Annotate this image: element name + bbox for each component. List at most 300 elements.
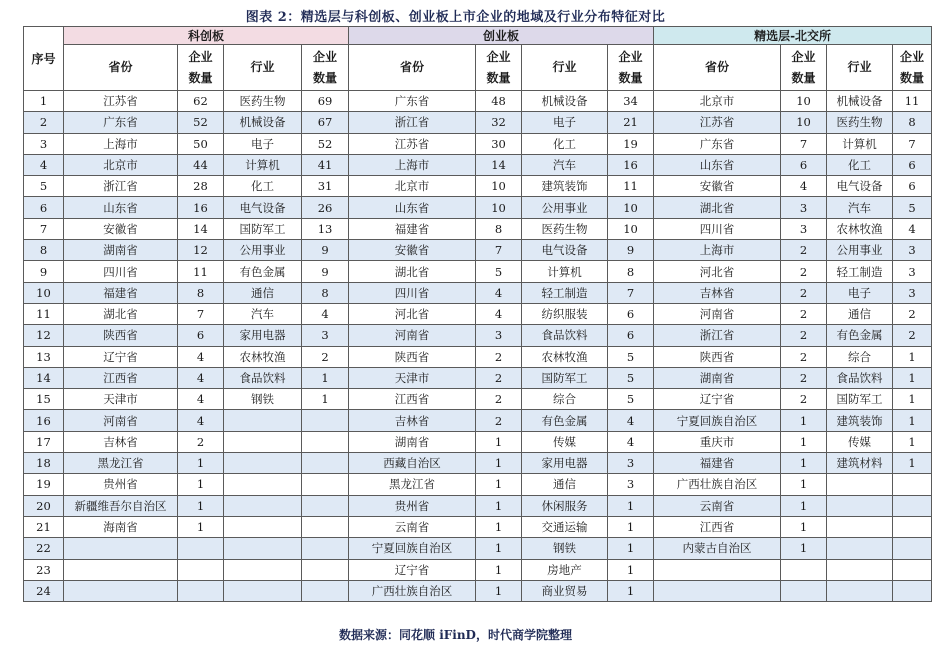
cell-chinext-province: 西藏自治区 xyxy=(349,453,476,474)
table-row xyxy=(24,495,932,516)
cell-bse-industry-count: 3 xyxy=(893,240,932,261)
table-row xyxy=(24,197,932,218)
col-header-industry: 行业 xyxy=(224,45,302,91)
cell-star-province: 湖北省 xyxy=(64,303,178,324)
col-header-industry: 行业 xyxy=(827,45,893,91)
cell-bse-industry-count: 11 xyxy=(893,91,932,112)
cell-star-province-count: 1 xyxy=(178,453,224,474)
table-row xyxy=(24,410,932,431)
cell-row-number: 11 xyxy=(24,303,64,324)
cell-chinext-province: 福建省 xyxy=(349,218,476,239)
cell-star-province-count: 14 xyxy=(178,218,224,239)
cell-star-industry: 公用事业 xyxy=(224,240,302,261)
cell-chinext-industry-count: 1 xyxy=(608,516,654,537)
cell-bse-industry-count xyxy=(893,495,932,516)
cell-star-province-count: 50 xyxy=(178,133,224,154)
table-row xyxy=(24,176,932,197)
cell-row-number: 15 xyxy=(24,389,64,410)
cell-chinext-province: 山东省 xyxy=(349,197,476,218)
cell-bse-industry xyxy=(827,516,893,537)
cell-chinext-industry: 综合 xyxy=(522,389,608,410)
cell-bse-industry: 综合 xyxy=(827,346,893,367)
cell-star-industry: 通信 xyxy=(224,282,302,303)
cell-bse-province: 云南省 xyxy=(654,495,781,516)
cell-bse-industry-count: 6 xyxy=(893,154,932,175)
cell-star-industry-count xyxy=(302,474,349,495)
cell-chinext-province-count: 4 xyxy=(476,282,522,303)
cell-bse-province-count: 3 xyxy=(781,197,827,218)
cell-star-province: 贵州省 xyxy=(64,474,178,495)
cell-bse-province-count: 2 xyxy=(781,282,827,303)
group-header-bse: 精选层-北交所 xyxy=(654,27,932,45)
cell-chinext-industry: 食品饮料 xyxy=(522,325,608,346)
cell-bse-industry: 传媒 xyxy=(827,431,893,452)
cell-bse-industry-count: 1 xyxy=(893,410,932,431)
cell-star-industry: 国防军工 xyxy=(224,218,302,239)
cell-star-industry xyxy=(224,410,302,431)
cell-bse-industry-count: 8 xyxy=(893,112,932,133)
cell-star-industry: 电子 xyxy=(224,133,302,154)
cell-bse-province-count: 4 xyxy=(781,176,827,197)
cell-chinext-province-count: 5 xyxy=(476,261,522,282)
cell-star-province-count: 7 xyxy=(178,303,224,324)
cell-chinext-industry: 通信 xyxy=(522,474,608,495)
cell-star-industry-count: 41 xyxy=(302,154,349,175)
cell-chinext-industry: 电气设备 xyxy=(522,240,608,261)
cell-row-number: 12 xyxy=(24,325,64,346)
cell-star-province-count: 4 xyxy=(178,389,224,410)
cell-row-number: 7 xyxy=(24,218,64,239)
cell-chinext-province: 浙江省 xyxy=(349,112,476,133)
cell-chinext-industry: 纺织服装 xyxy=(522,303,608,324)
cell-star-province: 天津市 xyxy=(64,389,178,410)
cell-chinext-province-count: 4 xyxy=(476,303,522,324)
cell-bse-industry xyxy=(827,538,893,559)
cell-row-number: 8 xyxy=(24,240,64,261)
cell-star-industry xyxy=(224,538,302,559)
cell-bse-province-count: 2 xyxy=(781,367,827,388)
cell-chinext-province-count: 1 xyxy=(476,495,522,516)
table-row xyxy=(24,303,932,324)
col-header-industry: 行业 xyxy=(522,45,608,91)
cell-chinext-industry-count: 16 xyxy=(608,154,654,175)
cell-chinext-province: 广西壮族自治区 xyxy=(349,580,476,601)
cell-bse-province: 宁夏回族自治区 xyxy=(654,410,781,431)
cell-bse-province-count: 10 xyxy=(781,112,827,133)
cell-star-industry-count: 1 xyxy=(302,367,349,388)
cell-chinext-province: 江西省 xyxy=(349,389,476,410)
cell-bse-province-count: 1 xyxy=(781,516,827,537)
cell-star-industry xyxy=(224,516,302,537)
cell-star-province: 安徽省 xyxy=(64,218,178,239)
cell-star-industry: 计算机 xyxy=(224,154,302,175)
cell-star-province: 海南省 xyxy=(64,516,178,537)
cell-row-number: 13 xyxy=(24,346,64,367)
cell-bse-province: 北京市 xyxy=(654,91,781,112)
cell-bse-industry: 汽车 xyxy=(827,197,893,218)
cell-bse-province: 陕西省 xyxy=(654,346,781,367)
cell-bse-province-count xyxy=(781,580,827,601)
cell-star-province: 黑龙江省 xyxy=(64,453,178,474)
cell-bse-industry: 机械设备 xyxy=(827,91,893,112)
distribution-table xyxy=(23,26,932,602)
table-row xyxy=(24,346,932,367)
cell-chinext-industry-count: 3 xyxy=(608,474,654,495)
col-header-count: 企业 数量 xyxy=(178,45,224,91)
table-row xyxy=(24,261,932,282)
table-row xyxy=(24,559,932,580)
cell-chinext-province: 湖南省 xyxy=(349,431,476,452)
cell-star-industry xyxy=(224,453,302,474)
cell-star-province-count: 11 xyxy=(178,261,224,282)
cell-bse-province: 湖北省 xyxy=(654,197,781,218)
cell-chinext-province: 吉林省 xyxy=(349,410,476,431)
cell-star-province xyxy=(64,580,178,601)
cell-chinext-industry: 商业贸易 xyxy=(522,580,608,601)
cell-star-industry: 钢铁 xyxy=(224,389,302,410)
cell-row-number: 19 xyxy=(24,474,64,495)
cell-chinext-province: 河南省 xyxy=(349,325,476,346)
cell-row-number: 2 xyxy=(24,112,64,133)
cell-chinext-industry-count: 34 xyxy=(608,91,654,112)
cell-bse-industry: 通信 xyxy=(827,303,893,324)
cell-chinext-province-count: 1 xyxy=(476,453,522,474)
cell-star-industry: 农林牧渔 xyxy=(224,346,302,367)
cell-row-number: 22 xyxy=(24,538,64,559)
cell-row-number: 5 xyxy=(24,176,64,197)
cell-chinext-industry-count: 9 xyxy=(608,240,654,261)
table-row xyxy=(24,389,932,410)
cell-chinext-province-count: 3 xyxy=(476,325,522,346)
cell-star-province-count: 16 xyxy=(178,197,224,218)
col-header-count: 企业 数量 xyxy=(608,45,654,91)
cell-chinext-province-count: 2 xyxy=(476,367,522,388)
cell-bse-province-count: 10 xyxy=(781,91,827,112)
cell-row-number: 3 xyxy=(24,133,64,154)
cell-star-province-count: 44 xyxy=(178,154,224,175)
cell-chinext-industry-count: 19 xyxy=(608,133,654,154)
cell-chinext-province-count: 1 xyxy=(476,516,522,537)
table-row xyxy=(24,133,932,154)
cell-star-province-count: 4 xyxy=(178,410,224,431)
col-header-province: 省份 xyxy=(349,45,476,91)
cell-star-industry xyxy=(224,559,302,580)
cell-bse-industry-count xyxy=(893,580,932,601)
cell-chinext-industry-count: 4 xyxy=(608,410,654,431)
table-row xyxy=(24,91,932,112)
cell-bse-industry: 建筑材料 xyxy=(827,453,893,474)
cell-bse-province: 河北省 xyxy=(654,261,781,282)
cell-bse-province: 江西省 xyxy=(654,516,781,537)
cell-row-number: 20 xyxy=(24,495,64,516)
cell-row-number: 10 xyxy=(24,282,64,303)
cell-star-industry-count xyxy=(302,559,349,580)
cell-chinext-industry: 房地产 xyxy=(522,559,608,580)
cell-bse-industry-count: 7 xyxy=(893,133,932,154)
cell-chinext-province-count: 10 xyxy=(476,176,522,197)
cell-bse-industry: 农林牧渔 xyxy=(827,218,893,239)
cell-chinext-industry-count: 1 xyxy=(608,559,654,580)
figure-title: 图表 2：精选层与科创板、创业板上市企业的地域及行业分布特征对比 xyxy=(245,10,666,25)
cell-star-industry-count xyxy=(302,431,349,452)
cell-star-industry-count: 2 xyxy=(302,346,349,367)
cell-star-industry: 电气设备 xyxy=(224,197,302,218)
cell-chinext-province-count: 1 xyxy=(476,559,522,580)
cell-star-province: 江西省 xyxy=(64,367,178,388)
cell-chinext-industry: 汽车 xyxy=(522,154,608,175)
cell-star-industry-count: 8 xyxy=(302,282,349,303)
cell-bse-industry-count: 1 xyxy=(893,367,932,388)
cell-bse-industry: 轻工制造 xyxy=(827,261,893,282)
cell-star-province: 山东省 xyxy=(64,197,178,218)
cell-star-industry: 医药生物 xyxy=(224,91,302,112)
cell-chinext-province: 河北省 xyxy=(349,303,476,324)
cell-star-industry: 汽车 xyxy=(224,303,302,324)
cell-star-province: 福建省 xyxy=(64,282,178,303)
cell-star-province: 广东省 xyxy=(64,112,178,133)
cell-chinext-industry: 家用电器 xyxy=(522,453,608,474)
cell-star-province-count: 1 xyxy=(178,474,224,495)
cell-chinext-industry-count: 11 xyxy=(608,176,654,197)
cell-star-province-count xyxy=(178,580,224,601)
cell-star-province: 浙江省 xyxy=(64,176,178,197)
cell-bse-industry: 计算机 xyxy=(827,133,893,154)
col-header-count: 企业 数量 xyxy=(476,45,522,91)
data-source-note: 数据来源：同花顺 iFinD，时代商学院整理 xyxy=(339,628,572,642)
cell-bse-industry: 食品饮料 xyxy=(827,367,893,388)
cell-chinext-province: 云南省 xyxy=(349,516,476,537)
cell-star-province-count: 62 xyxy=(178,91,224,112)
cell-row-number: 16 xyxy=(24,410,64,431)
cell-chinext-industry-count: 5 xyxy=(608,367,654,388)
cell-bse-industry-count: 3 xyxy=(893,261,932,282)
cell-chinext-province-count: 8 xyxy=(476,218,522,239)
cell-star-province-count xyxy=(178,538,224,559)
cell-star-province-count: 52 xyxy=(178,112,224,133)
cell-bse-industry-count xyxy=(893,559,932,580)
cell-star-industry: 家用电器 xyxy=(224,325,302,346)
cell-row-number: 4 xyxy=(24,154,64,175)
cell-chinext-province-count: 7 xyxy=(476,240,522,261)
cell-bse-province-count: 1 xyxy=(781,431,827,452)
cell-star-industry-count: 13 xyxy=(302,218,349,239)
cell-bse-province: 福建省 xyxy=(654,453,781,474)
cell-star-province: 江苏省 xyxy=(64,91,178,112)
cell-star-industry-count: 9 xyxy=(302,240,349,261)
cell-star-province: 河南省 xyxy=(64,410,178,431)
group-header-chinext: 创业板 xyxy=(349,27,654,45)
cell-bse-province-count: 2 xyxy=(781,303,827,324)
cell-star-province-count: 2 xyxy=(178,431,224,452)
cell-bse-province: 山东省 xyxy=(654,154,781,175)
cell-row-number: 18 xyxy=(24,453,64,474)
cell-chinext-province: 湖北省 xyxy=(349,261,476,282)
cell-row-number: 6 xyxy=(24,197,64,218)
table-row xyxy=(24,431,932,452)
cell-chinext-province-count: 30 xyxy=(476,133,522,154)
cell-bse-province-count: 6 xyxy=(781,154,827,175)
cell-bse-province-count: 2 xyxy=(781,325,827,346)
cell-chinext-province: 广东省 xyxy=(349,91,476,112)
cell-bse-industry: 化工 xyxy=(827,154,893,175)
cell-star-industry-count: 4 xyxy=(302,303,349,324)
cell-chinext-province-count: 1 xyxy=(476,580,522,601)
cell-chinext-province-count: 2 xyxy=(476,346,522,367)
cell-star-province xyxy=(64,559,178,580)
cell-star-industry-count: 69 xyxy=(302,91,349,112)
cell-chinext-province-count: 1 xyxy=(476,431,522,452)
cell-bse-province xyxy=(654,559,781,580)
cell-chinext-industry-count: 3 xyxy=(608,453,654,474)
group-header-row xyxy=(24,27,932,45)
cell-chinext-industry: 轻工制造 xyxy=(522,282,608,303)
cell-bse-province: 河南省 xyxy=(654,303,781,324)
cell-chinext-industry: 计算机 xyxy=(522,261,608,282)
cell-bse-province-count: 2 xyxy=(781,240,827,261)
table-row xyxy=(24,516,932,537)
group-header-star-market: 科创板 xyxy=(64,27,349,45)
cell-bse-province: 内蒙古自治区 xyxy=(654,538,781,559)
cell-chinext-industry-count: 1 xyxy=(608,580,654,601)
cell-bse-province: 四川省 xyxy=(654,218,781,239)
cell-star-province-count xyxy=(178,559,224,580)
cell-bse-province-count: 3 xyxy=(781,218,827,239)
cell-chinext-industry: 交通运输 xyxy=(522,516,608,537)
cell-bse-industry: 电子 xyxy=(827,282,893,303)
cell-star-province: 湖南省 xyxy=(64,240,178,261)
cell-chinext-industry: 医药生物 xyxy=(522,218,608,239)
table-row xyxy=(24,474,932,495)
col-header-count: 企业 数量 xyxy=(893,45,932,91)
cell-star-province-count: 1 xyxy=(178,495,224,516)
cell-star-industry-count: 9 xyxy=(302,261,349,282)
cell-bse-industry-count: 1 xyxy=(893,346,932,367)
cell-chinext-province-count: 2 xyxy=(476,389,522,410)
cell-bse-industry-count xyxy=(893,474,932,495)
cell-bse-province: 吉林省 xyxy=(654,282,781,303)
cell-bse-industry: 国防军工 xyxy=(827,389,893,410)
cell-bse-province-count: 2 xyxy=(781,261,827,282)
cell-chinext-industry: 化工 xyxy=(522,133,608,154)
cell-star-industry-count: 67 xyxy=(302,112,349,133)
cell-star-province: 四川省 xyxy=(64,261,178,282)
cell-bse-industry xyxy=(827,474,893,495)
cell-star-industry: 食品饮料 xyxy=(224,367,302,388)
cell-bse-province: 江苏省 xyxy=(654,112,781,133)
cell-star-industry-count: 1 xyxy=(302,389,349,410)
cell-star-province-count: 28 xyxy=(178,176,224,197)
cell-star-industry-count xyxy=(302,516,349,537)
cell-bse-industry-count: 4 xyxy=(893,218,932,239)
cell-chinext-industry-count: 1 xyxy=(608,495,654,516)
table-row xyxy=(24,154,932,175)
cell-chinext-industry-count: 7 xyxy=(608,282,654,303)
cell-star-province-count: 4 xyxy=(178,367,224,388)
table-row xyxy=(24,112,932,133)
cell-chinext-industry-count: 6 xyxy=(608,303,654,324)
cell-bse-industry: 公用事业 xyxy=(827,240,893,261)
cell-star-industry xyxy=(224,495,302,516)
table-row xyxy=(24,367,932,388)
cell-bse-industry-count: 6 xyxy=(893,176,932,197)
cell-bse-province: 安徽省 xyxy=(654,176,781,197)
cell-star-industry-count xyxy=(302,453,349,474)
cell-star-province: 上海市 xyxy=(64,133,178,154)
cell-bse-province-count: 1 xyxy=(781,495,827,516)
cell-chinext-industry: 电子 xyxy=(522,112,608,133)
cell-chinext-industry-count: 10 xyxy=(608,218,654,239)
cell-bse-province: 广东省 xyxy=(654,133,781,154)
cell-row-number: 9 xyxy=(24,261,64,282)
cell-bse-industry xyxy=(827,495,893,516)
table-row xyxy=(24,282,932,303)
cell-bse-industry-count: 1 xyxy=(893,389,932,410)
cell-chinext-industry: 国防军工 xyxy=(522,367,608,388)
cell-chinext-industry: 传媒 xyxy=(522,431,608,452)
table-row xyxy=(24,538,932,559)
col-header-count: 企业 数量 xyxy=(781,45,827,91)
cell-star-province: 新疆维吾尔自治区 xyxy=(64,495,178,516)
cell-star-province-count: 4 xyxy=(178,346,224,367)
cell-bse-province-count: 7 xyxy=(781,133,827,154)
table-row xyxy=(24,240,932,261)
cell-star-industry-count xyxy=(302,538,349,559)
cell-bse-industry-count xyxy=(893,538,932,559)
cell-chinext-province: 上海市 xyxy=(349,154,476,175)
cell-bse-province-count xyxy=(781,559,827,580)
cell-chinext-industry-count: 5 xyxy=(608,389,654,410)
cell-row-number: 24 xyxy=(24,580,64,601)
cell-row-number: 17 xyxy=(24,431,64,452)
cell-bse-industry-count: 5 xyxy=(893,197,932,218)
cell-bse-industry-count xyxy=(893,516,932,537)
cell-chinext-province: 江苏省 xyxy=(349,133,476,154)
cell-star-industry-count: 26 xyxy=(302,197,349,218)
cell-star-province xyxy=(64,538,178,559)
cell-star-industry-count xyxy=(302,580,349,601)
cell-bse-province-count: 1 xyxy=(781,538,827,559)
cell-chinext-industry-count: 1 xyxy=(608,538,654,559)
cell-chinext-industry: 公用事业 xyxy=(522,197,608,218)
cell-row-number: 14 xyxy=(24,367,64,388)
cell-bse-industry: 医药生物 xyxy=(827,112,893,133)
cell-chinext-industry: 农林牧渔 xyxy=(522,346,608,367)
cell-chinext-province: 黑龙江省 xyxy=(349,474,476,495)
cell-star-industry xyxy=(224,431,302,452)
cell-star-industry: 有色金属 xyxy=(224,261,302,282)
cell-star-province-count: 8 xyxy=(178,282,224,303)
table-row xyxy=(24,453,932,474)
cell-bse-industry-count: 1 xyxy=(893,431,932,452)
cell-chinext-province: 北京市 xyxy=(349,176,476,197)
cell-bse-province: 上海市 xyxy=(654,240,781,261)
col-header-province: 省份 xyxy=(654,45,781,91)
cell-bse-industry-count: 2 xyxy=(893,303,932,324)
cell-chinext-province-count: 1 xyxy=(476,474,522,495)
table-row xyxy=(24,218,932,239)
cell-row-number: 1 xyxy=(24,91,64,112)
cell-chinext-province: 辽宁省 xyxy=(349,559,476,580)
cell-bse-province: 广西壮族自治区 xyxy=(654,474,781,495)
cell-bse-province-count: 2 xyxy=(781,346,827,367)
cell-chinext-province-count: 32 xyxy=(476,112,522,133)
cell-bse-industry: 电气设备 xyxy=(827,176,893,197)
cell-chinext-industry-count: 8 xyxy=(608,261,654,282)
cell-row-number: 21 xyxy=(24,516,64,537)
cell-star-industry: 机械设备 xyxy=(224,112,302,133)
cell-chinext-industry: 建筑装饰 xyxy=(522,176,608,197)
cell-chinext-province: 天津市 xyxy=(349,367,476,388)
